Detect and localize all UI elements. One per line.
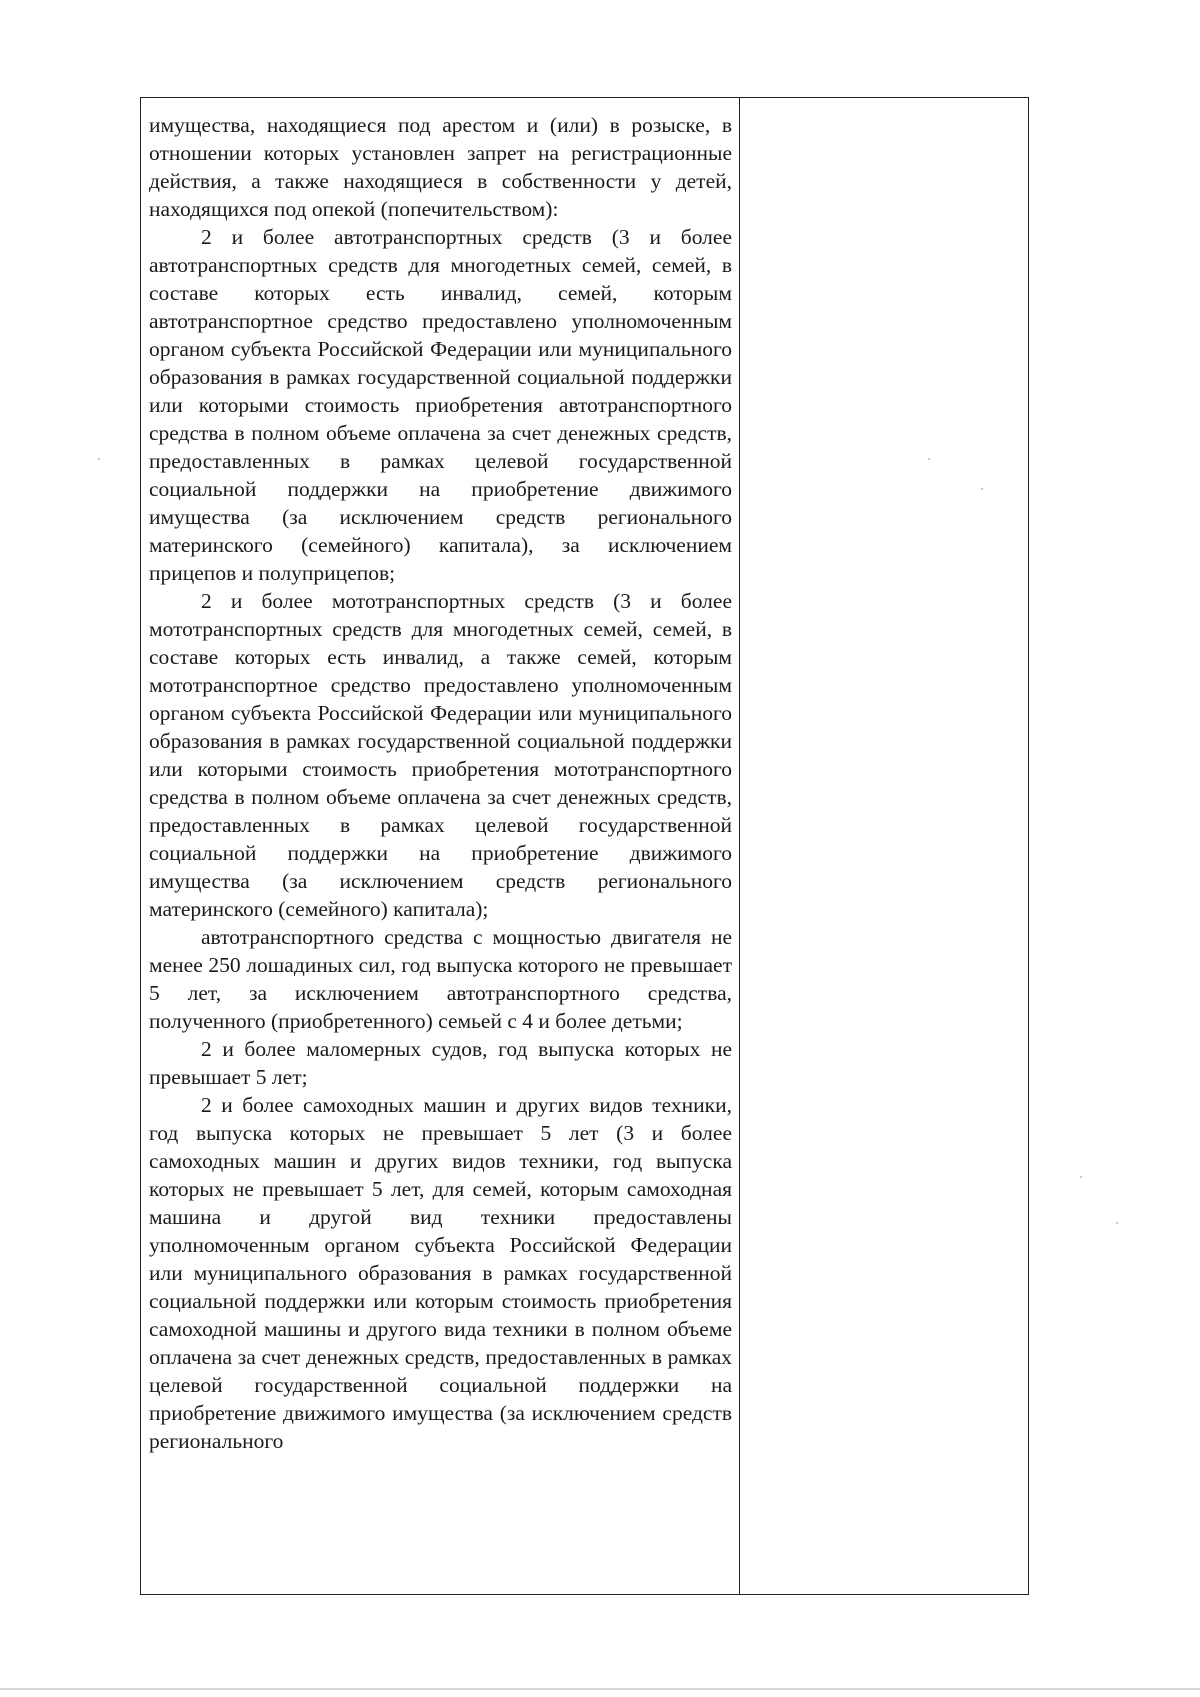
- paragraph-4: автотранспортного средства с мощностью двигателя не менее 250 лошадиных сил, год выпуска которого не превышает 5 лет, за исключением автотранспортного средства, полученного (приобретенного) семьей с 4 и более детьми;: [149, 925, 732, 1033]
- table-cell-left: [141, 98, 740, 1594]
- paragraph-3: 2 и более мототранспортных средств (3 и более мототранспортных средств для многодетных семей, семей, в составе которых есть инвалид, а также семей, которым мототранспортное средство предоставлено уполномоченным органом субъекта Российской Федерации или муниципального образования в рамках государственной социальной поддержки или которыми стоимость приобретения мототранспортного средства в полном объеме оплачена за счет денежных средств, предоставленных в рамках целевой государственной социальной поддержки на приобретение движимого имущества (за исключением средств регионального материнского (семейного) капитала);: [149, 589, 732, 921]
- paragraph-5: 2 и более маломерных судов, год выпуска которых не превышает 5 лет;: [149, 1037, 732, 1089]
- paragraph-1: имущества, находящиеся под арестом и (или) в розыске, в отношении которых установлен запрет на регистрационные действия, а также находящиеся в собственности у детей, находящихся под опекой (попечительством):: [149, 113, 732, 221]
- scan-speck: [928, 458, 930, 460]
- table-cell-right: [740, 98, 1028, 1594]
- scan-speck: [981, 488, 983, 490]
- scan-speck: [1080, 1176, 1082, 1178]
- document-table: [140, 97, 1029, 1595]
- scan-speck: [98, 458, 100, 460]
- paragraph-2: 2 и более автотранспортных средств (3 и более автотранспортных средств для многодетных семей, семей, в составе которых есть инвалид, семей, которым автотранспортное средство предоставлено уполномоченным органом субъекта Российской Федерации или муниципального образования в рамках государственной социальной поддержки или которыми стоимость приобретения автотранспортного средства в полном объеме оплачена за счет денежных средств, предоставленных в рамках целевой государственной социальной поддержки на приобретение движимого имущества (за исключением средств регионального материнского (семейного) капитала), за исключением прицепов и полуприцепов;: [149, 225, 732, 585]
- scan-edge-line: [0, 1688, 1200, 1690]
- paragraph-6: 2 и более самоходных машин и других видов техники, год выпуска которых не превышает 5 лет (3 и более самоходных машин и других видов техники, год выпуска которых не превышает 5 лет, для семей, которым самоходная машина и другой вид техники предоставлены уполномоченным органом субъекта Российской Федерации или муниципального образования в рамках государственной социальной поддержки или которым стоимость приобретения самоходной машины и другого вида техники в полном объеме оплачена за счет денежных средств, предоставленных в рамках целевой государственной социальной поддержки на приобретение движимого имущества (за исключением средств регионального: [149, 1093, 732, 1453]
- scan-speck: [1116, 1222, 1118, 1224]
